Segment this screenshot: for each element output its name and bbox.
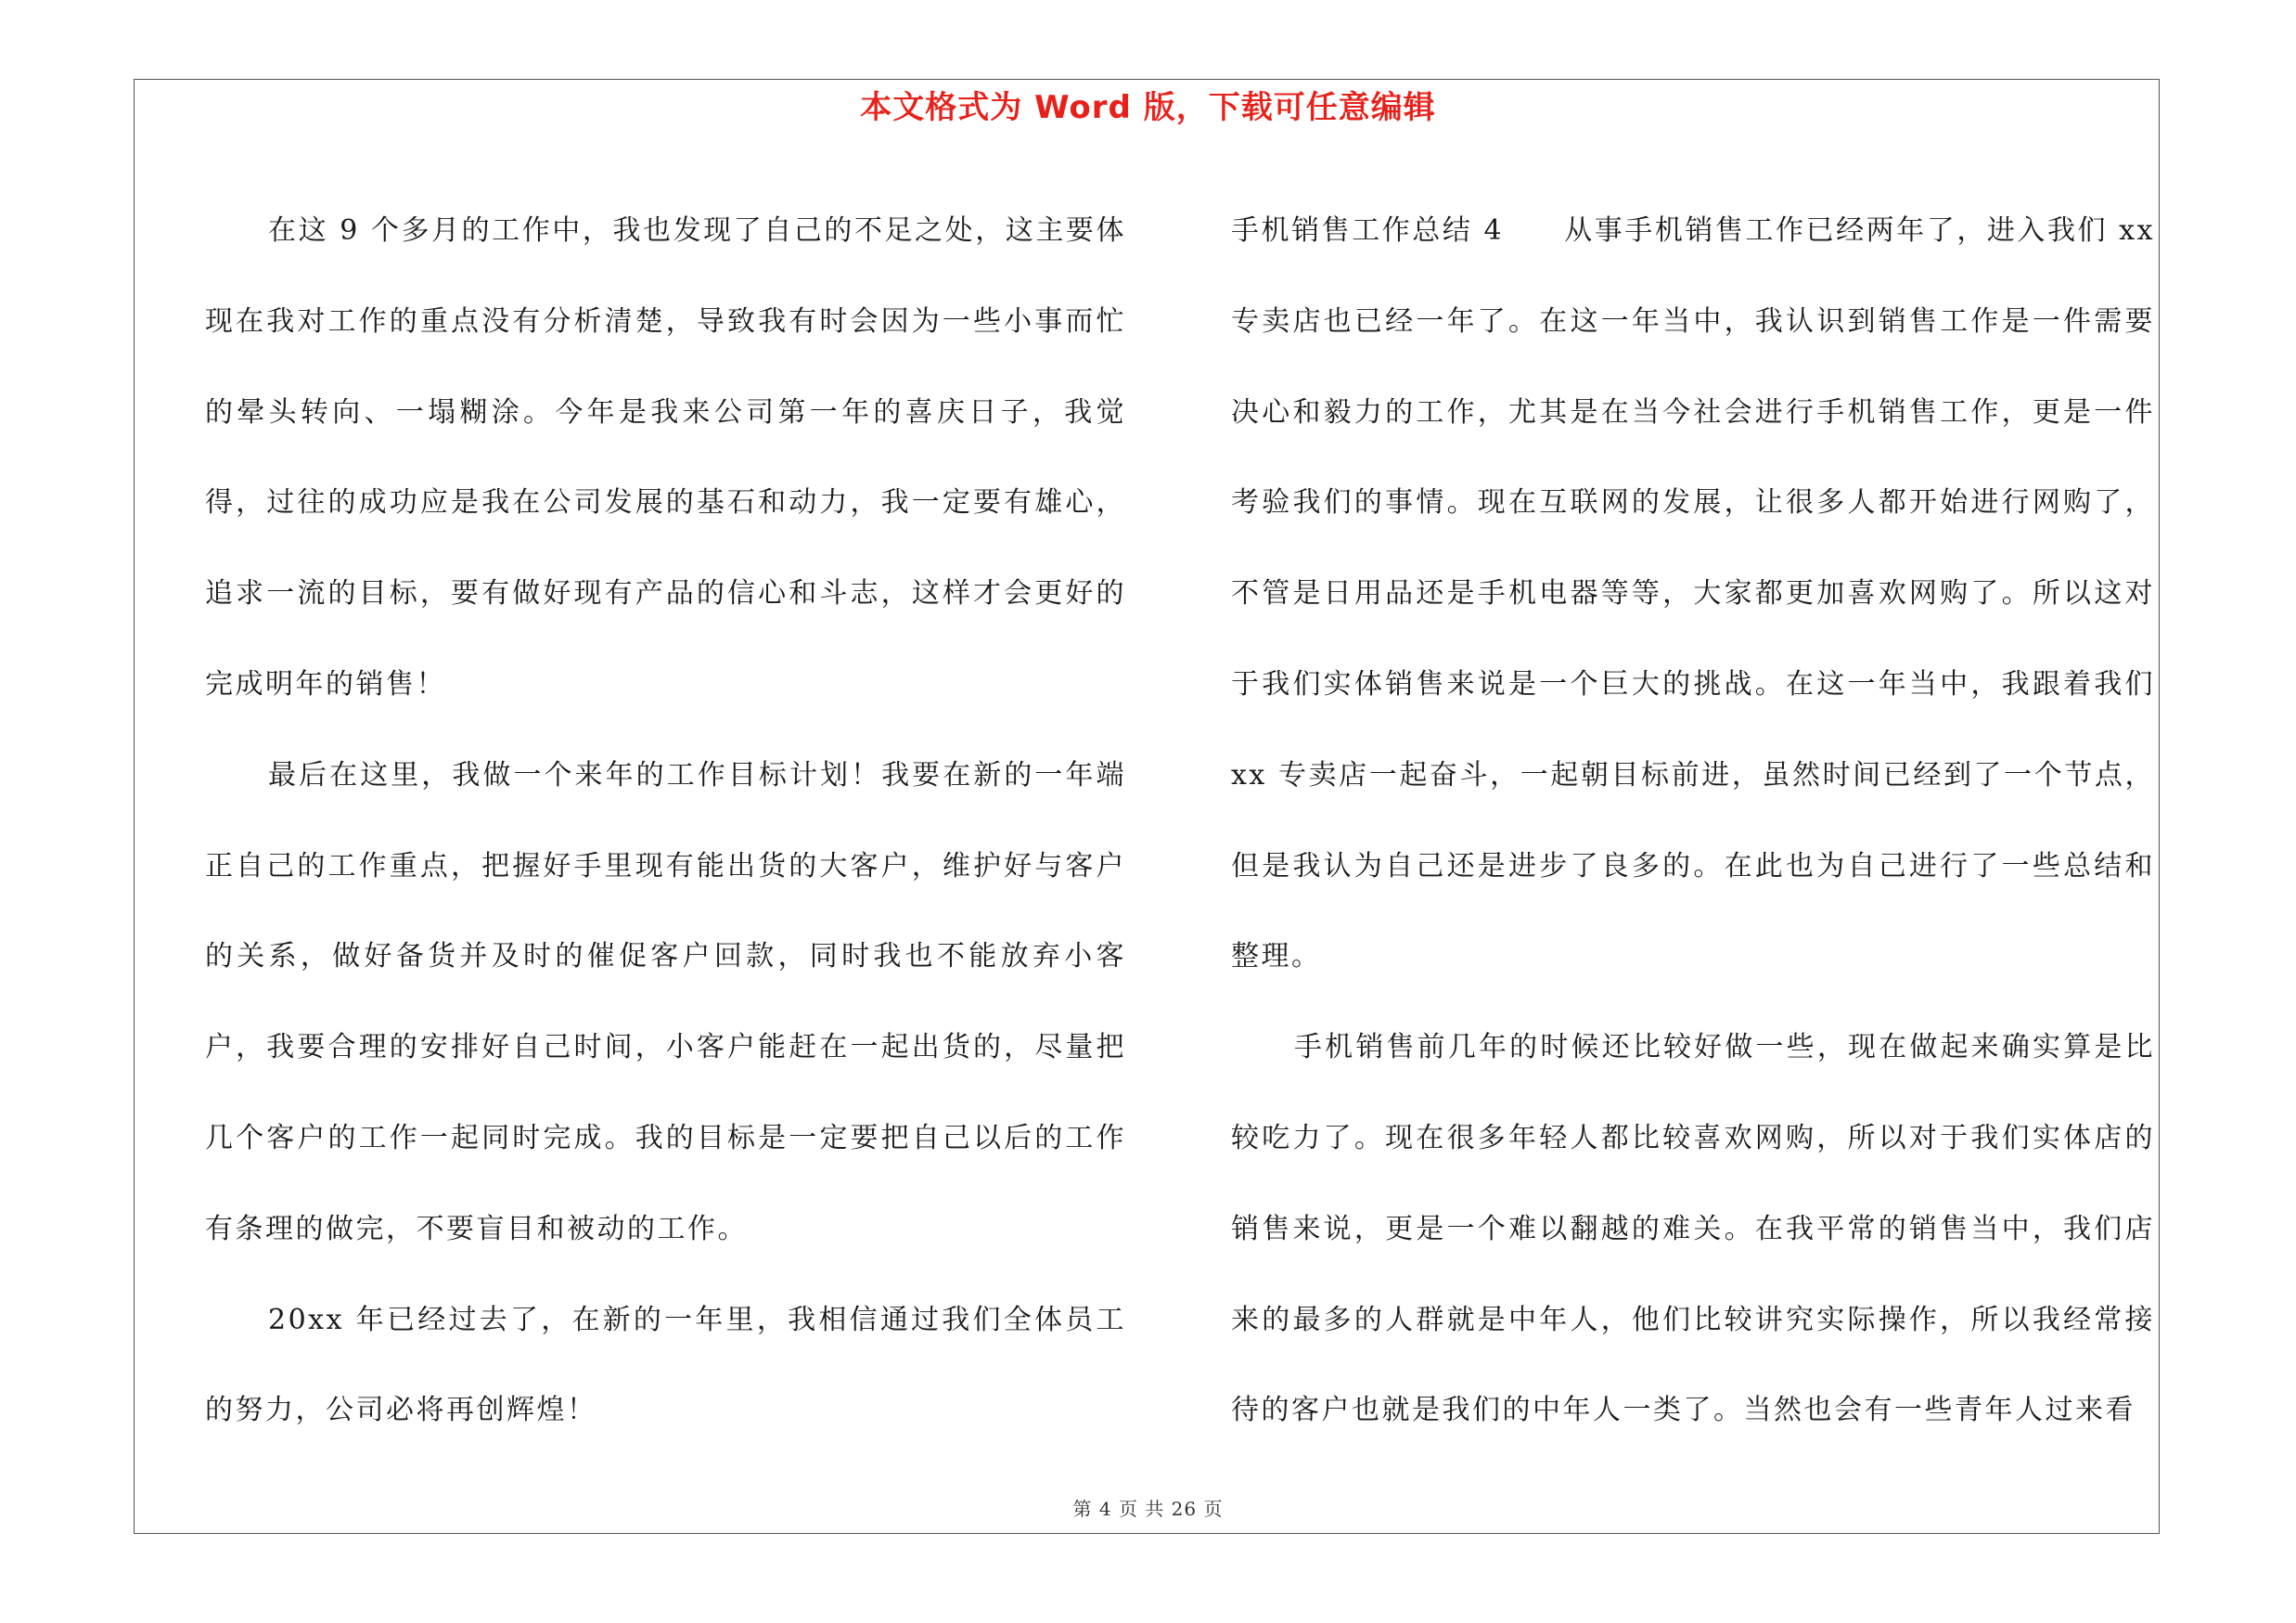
paragraph: 最后在这里，我做一个来年的工作目标计划！我要在新的一年端正自己的工作重点，把握好手里现有能出货的大客户，维护好与客户的关系，做好备货并及时的催促客户回款，同时我也不能放弃小客户，我要合理的安排好自己时间，小客户能赶在一起出货的，尽量把几个客户的工作一起同时完成。我的目标是一定要把自己以后的工作有条理的做完，不要盲目和被动的工作。 [205,758,1126,1245]
paragraph: 手机销售工作总结 4 从事手机销售工作已经两年了，进入我们 xx 专卖店也已经一年了。在这一年当中，我认识到销售工作是一件需要决心和毅力的工作，尤其是在当今社会进行手机销售工作，更是一件考验我们的事情。现在互联网的发展，让很多人都开始进行网购了，不管是日用品还是手机电器等等，大家都更加喜欢网购了。所以这对于我们实体销售来说是一个巨大的挑战。在这一年当中，我跟着我们 xx 专卖店一起奋斗，一起朝目标前进，虽然时间已经到了一个节点，但是我认为自己还是进步了良多的。在此也为自己进行了一些总结和整理。 [1231,214,2155,973]
format-banner: 本文格式为 Word 版，下载可任意编辑 [860,89,1436,126]
page-number-footer: 第 4 页 共 26 页 [1072,1498,1224,1520]
right-column [1231,186,2155,1456]
paragraph: 20xx 年已经过去了，在新的一年里，我相信通过我们全体员工的努力，公司必将再创辉煌！ [205,1303,1126,1427]
left-column [205,186,1126,1456]
paragraph: 在这 9 个多月的工作中，我也发现了自己的不足之处，这主要体现在我对工作的重点没有分析清楚，导致我有时会因为一些小事而忙的晕头转向、一塌糊涂。今年是我来公司第一年的喜庆日子，我觉得，过往的成功应是我在公司发展的基石和动力，我一定要有雄心，追求一流的目标，要有做好现有产品的信心和斗志，这样才会更好的完成明年的销售！ [205,214,1126,701]
paragraph: 手机销售前几年的时候还比较好做一些，现在做起来确实算是比较吃力了。现在很多年轻人都比较喜欢网购，所以对于我们实体店的销售来说，更是一个难以翻越的难关。在我平常的销售当中，我们店来的最多的人群就是中年人，他们比较讲究实际操作，所以我经常接待的客户也就是我们的中年人一类了。当然也会有一些青年人过来看 [1231,1031,2155,1427]
